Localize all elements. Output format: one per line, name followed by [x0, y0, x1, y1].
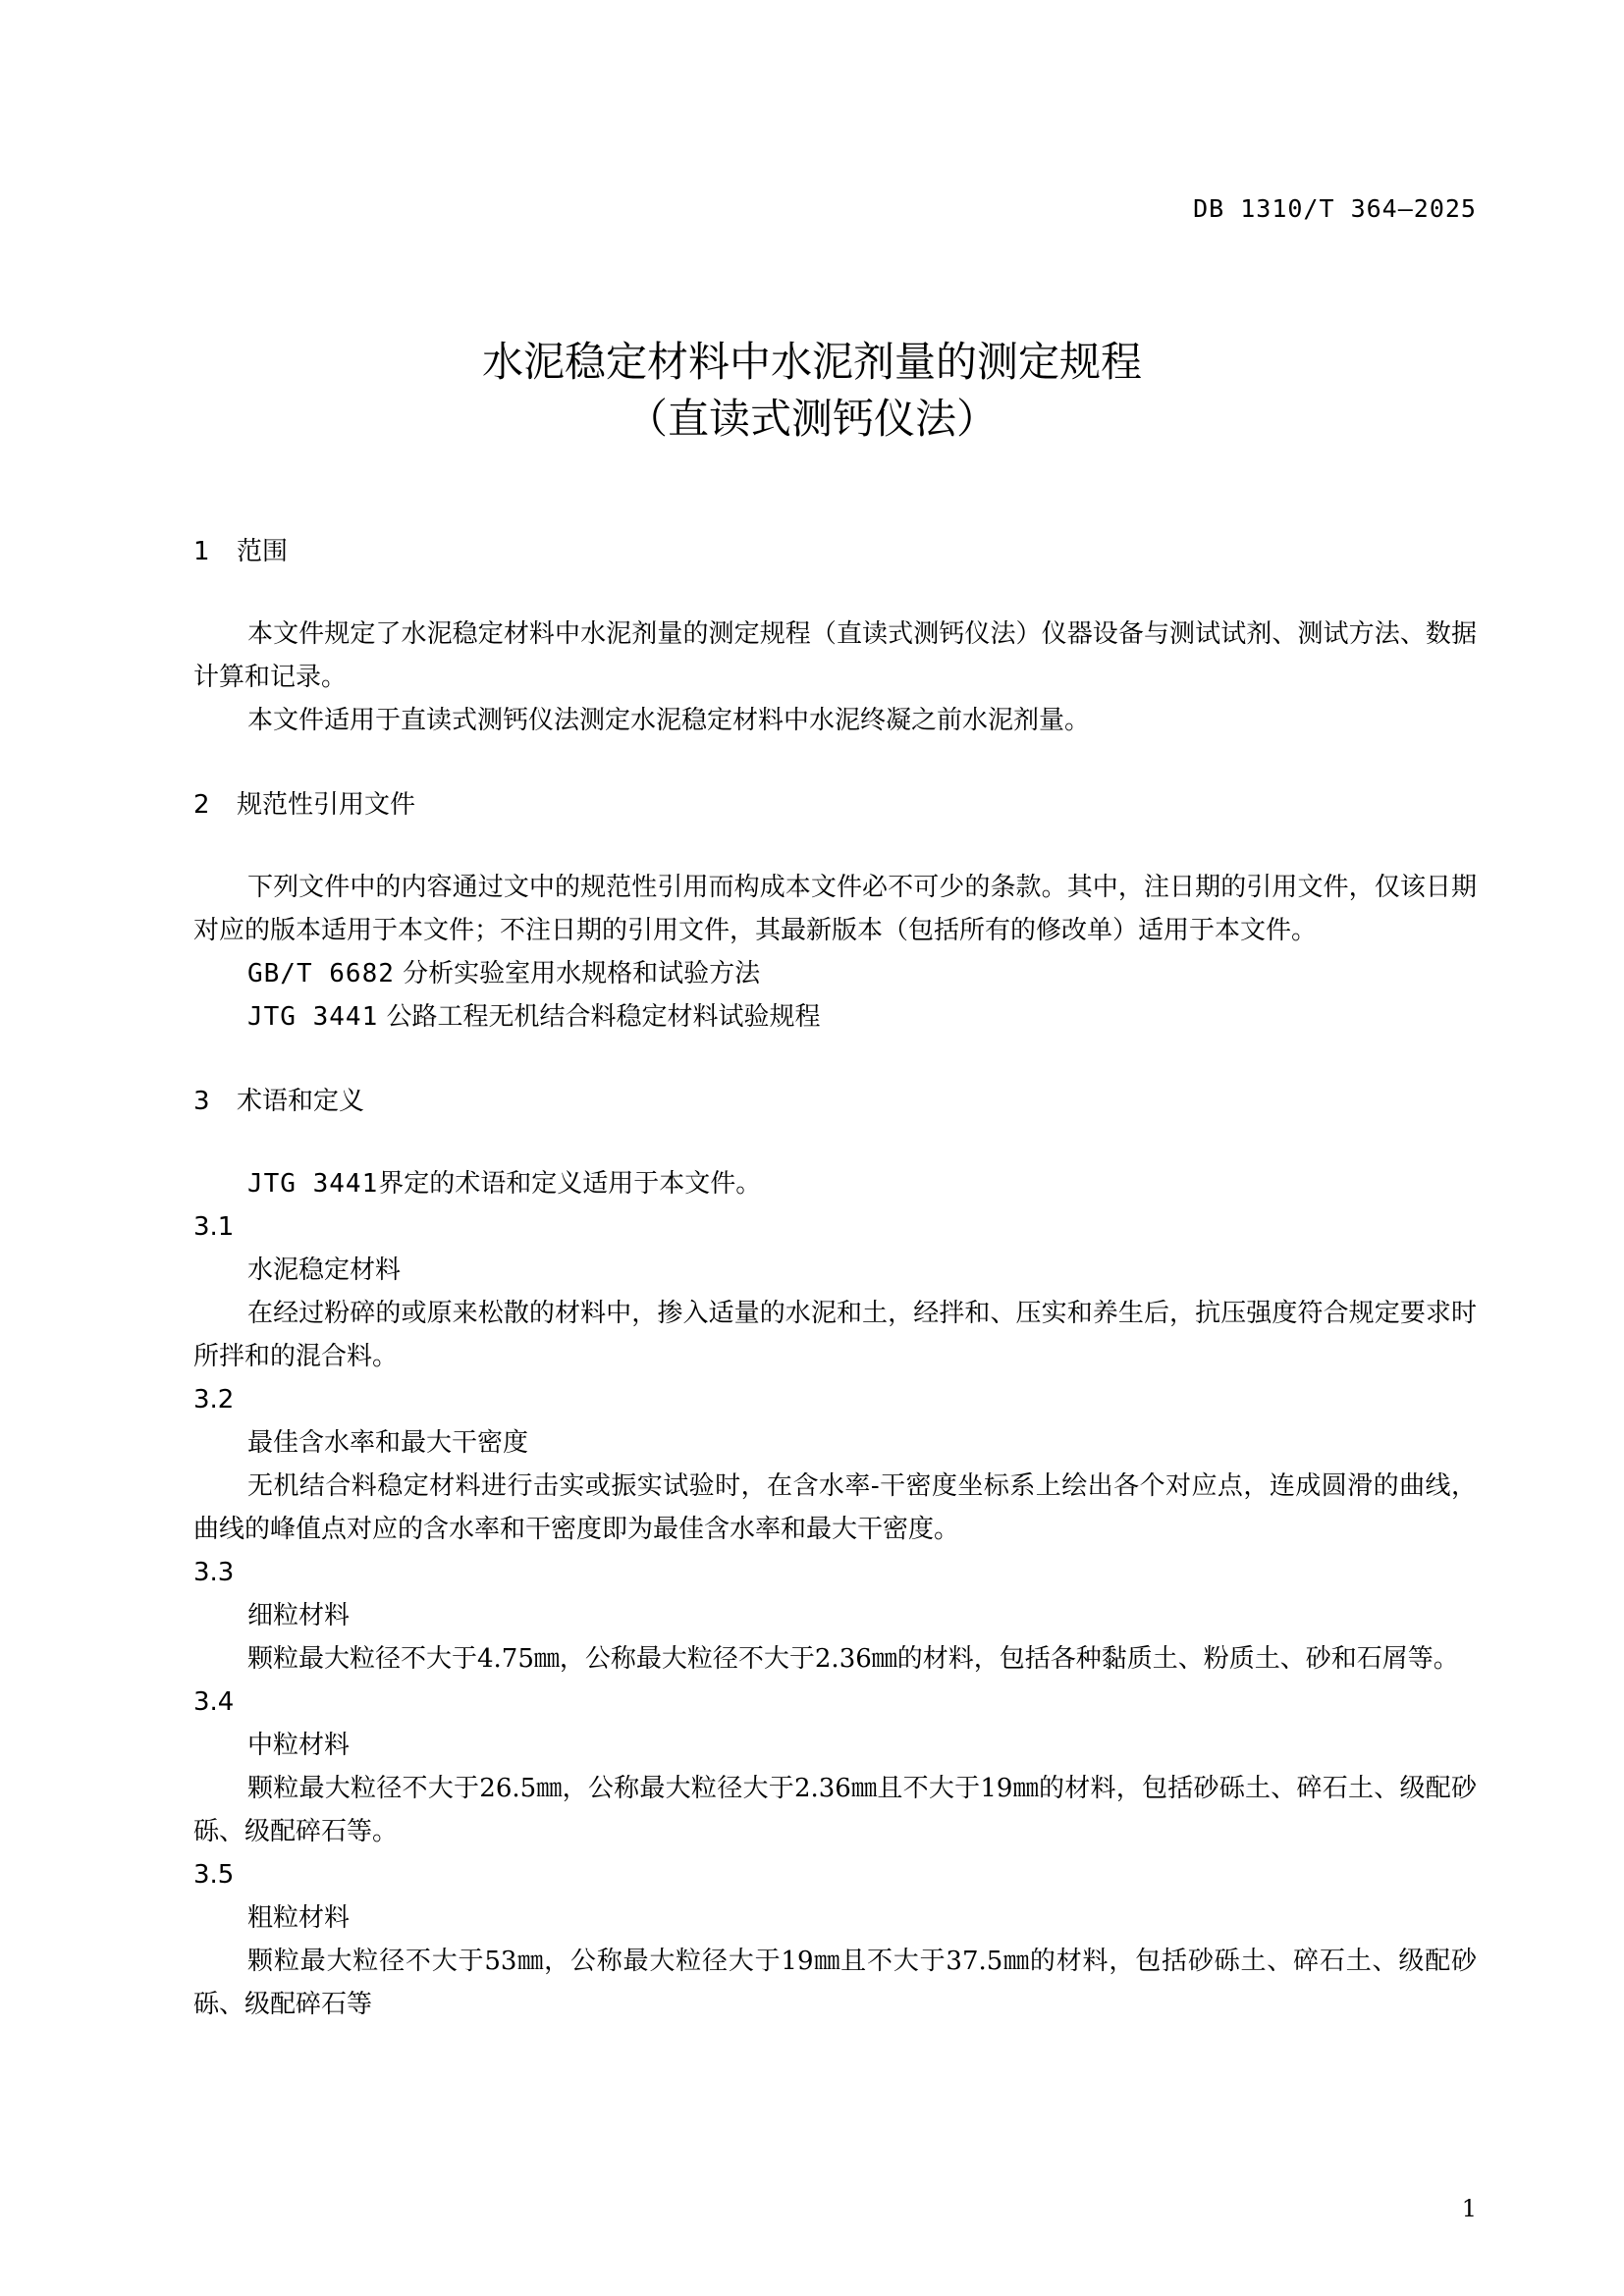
paragraph: 本文件规定了水泥稳定材料中水泥剂量的测定规程（直读式测钙仪法）仪器设备与测试试剂、测试方法、数据计算和记录。	[193, 619, 1477, 692]
section-title: 规范性引用文件	[237, 790, 416, 820]
term-name: 中粒材料	[247, 1731, 351, 1760]
paragraph: 下列文件中的内容通过文中的规范性引用而构成本文件必不可少的条款。其中，注日期的引用文件，仅该日期对应的版本适用于本文件；不注日期的引用文件，其最新版本（包括所有的修改单）适用于本文件。	[193, 873, 1477, 945]
term-definition: 颗粒最大粒径不大于26.5㎜，公称最大粒径大于2.36㎜且不大于19㎜的材料，包括砂砾土、碎石土、级配砂砾、级配碎石等。	[193, 1774, 1477, 1846]
reference-item	[193, 952, 1477, 995]
term-number: 3.1	[193, 1212, 235, 1242]
terms-intro	[193, 1162, 1477, 1205]
reference-title: 分析实验室用水规格和试验方法	[403, 959, 761, 988]
section-title: 范围	[237, 537, 289, 566]
reference-code: JTG 3441	[247, 1002, 379, 1032]
section-number: 2	[193, 790, 210, 820]
section-number: 3	[193, 1087, 210, 1116]
term-definition: 颗粒最大粒径不大于53㎜，公称最大粒径大于19㎜且不大于37.5㎜的材料，包括砂砾土、碎石土、级配砂砾、级配碎石等	[193, 1947, 1477, 2019]
page-number: 1	[1461, 2195, 1477, 2222]
term-number: 3.5	[193, 1860, 235, 1890]
reference-code: JTG 3441	[247, 1169, 379, 1199]
term-name: 水泥稳定材料	[247, 1255, 402, 1285]
section-heading-terms	[193, 1080, 1477, 1123]
term-number: 3.2	[193, 1385, 235, 1415]
term-definition: 无机结合料稳定材料进行击实或振实试验时，在含水率-干密度坐标系上绘出各个对应点，连成圆滑的曲线，曲线的峰值点对应的含水率和干密度即为最佳含水率和最大干密度。	[193, 1471, 1477, 1544]
section-title: 术语和定义	[237, 1087, 365, 1116]
standard-number: DB 1310/T 364—2025	[1193, 194, 1477, 223]
paragraph: 本文件适用于直读式测钙仪法测定水泥稳定材料中水泥终凝之前水泥剂量。	[247, 706, 1091, 735]
document-subtitle: （直读式测钙仪法）	[625, 395, 998, 443]
term-name: 粗粒材料	[247, 1903, 351, 1933]
term-number: 3.3	[193, 1558, 235, 1587]
section-heading-normative-references	[193, 783, 1477, 827]
terms-intro-text: 界定的术语和定义适用于本文件。	[378, 1169, 762, 1199]
section-number: 1	[193, 537, 210, 566]
document-title: 水泥稳定材料中水泥剂量的测定规程	[481, 338, 1142, 386]
term-number: 3.4	[193, 1687, 235, 1717]
reference-code: GB/T 6682	[247, 959, 395, 988]
document-body	[193, 530, 1477, 2026]
term-definition: 颗粒最大粒径不大于4.75㎜，公称最大粒径不大于2.36㎜的材料，包括各种黏质土、粉质土、砂和石屑等。	[247, 1644, 1459, 1674]
section-heading-scope	[193, 530, 1477, 573]
term-name: 最佳含水率和最大干密度	[247, 1428, 529, 1458]
term-definition: 在经过粉碎的或原来松散的材料中，掺入适量的水泥和土，经拌和、压实和养生后，抗压强度符合规定要求时所拌和的混合料。	[193, 1299, 1477, 1371]
term-name: 细粒材料	[247, 1601, 351, 1630]
reference-item	[193, 995, 1477, 1039]
reference-title: 公路工程无机结合料稳定材料试验规程	[386, 1002, 821, 1032]
